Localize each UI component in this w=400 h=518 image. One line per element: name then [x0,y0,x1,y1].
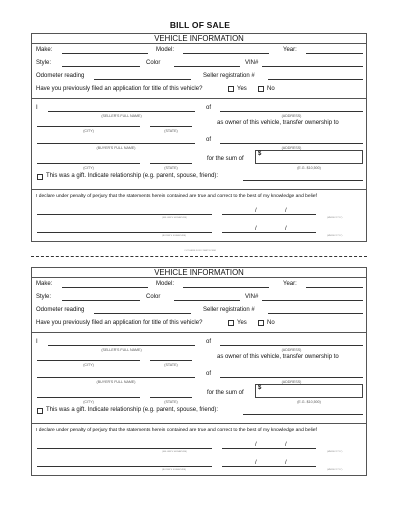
vin-label: VIN# [245,294,259,300]
vin-field[interactable] [262,300,363,301]
date-slash: / [255,208,257,214]
seller-address-caption: (ADDRESS) [281,348,302,352]
no-checkbox[interactable] [258,320,264,326]
make-field[interactable] [62,53,148,54]
vin-field[interactable] [262,66,363,67]
buyer-address-caption: (ADDRESS) [281,146,302,150]
seller-signature-field[interactable] [37,448,212,449]
seller-name-caption: (SELLER'S FULL NAME) [101,114,142,118]
sum-example-caption: (E.G. $10,500) [297,166,321,170]
gift-text: This was a gift. Indicate relationship (e.g. parent, spouse, friend): [46,173,219,179]
buyer-signature-date-field[interactable] [222,232,316,233]
seller-date-caption: (MM/DD/YYYY) [327,451,343,453]
yes-label: Yes [237,86,247,92]
year-field[interactable] [306,53,363,54]
relationship-field[interactable] [243,414,363,415]
date-slash: / [285,208,287,214]
of-label: of [206,339,212,345]
section-divider-1 [31,98,367,99]
buyer-city-caption: (CITY) [83,400,94,404]
buyer-address-field[interactable] [220,143,363,144]
seller-city-caption: (CITY) [83,363,94,367]
style-field[interactable] [62,300,140,301]
previous-filing-question: Have you previously filed an application for title of this vehicle? [36,320,203,326]
vin-label: VIN# [245,60,259,66]
seller-signature-date-field[interactable] [222,214,316,215]
odometer-field[interactable] [94,313,191,314]
seller-address-caption: (ADDRESS) [281,114,302,118]
buyer-city-caption: (CITY) [83,166,94,170]
cut-text: CUT HERE FOR 2 PART FORM [184,250,216,252]
make-field[interactable] [62,287,148,288]
of-label-buyer: of [206,371,212,377]
section-divider-2 [31,189,367,190]
no-label: No [267,320,275,326]
sum-amount-field[interactable] [255,150,363,164]
gift-checkbox[interactable] [37,408,43,414]
seller-address-field[interactable] [220,345,363,346]
buyer-city-field[interactable] [37,163,140,164]
buyer-address-field[interactable] [220,377,363,378]
of-label: of [206,105,212,111]
seller-registration-label: Seller registration # [203,73,255,79]
buyer-signature-field[interactable] [37,232,212,233]
date-slash: / [255,442,257,448]
odometer-field[interactable] [94,79,191,80]
model-field[interactable] [183,287,269,288]
section-divider-1 [31,332,367,333]
buyer-signature-caption: (BUYER'S SIGNATURE) [162,469,187,471]
section-header: VEHICLE INFORMATION [154,34,244,43]
buyer-name-caption: (BUYER'S FULL NAME) [96,380,136,384]
seller-city-caption: (CITY) [83,129,94,133]
odometer-label: Odometer reading [36,307,85,313]
cut-line [31,256,367,257]
gift-checkbox[interactable] [37,174,43,180]
seller-city-field[interactable] [37,126,140,127]
yes-label: Yes [237,320,247,326]
buyer-name-field[interactable] [37,377,195,378]
seller-state-field[interactable] [150,126,192,127]
color-label: Color [146,60,161,66]
seller-signature-caption: (SELLER'S SIGNATURE) [162,217,187,219]
dollar-sign: $ [258,151,262,157]
seller-date-caption: (MM/DD/YYYY) [327,217,343,219]
transfer-ownership-text: as owner of this vehicle, transfer ownership to [217,354,339,360]
of-label-buyer: of [206,137,212,143]
i-label: I [36,339,38,345]
buyer-city-field[interactable] [37,397,140,398]
style-label: Style: [36,294,52,300]
sum-example-caption: (E.G. $10,500) [297,400,321,404]
seller-name-field[interactable] [48,111,195,112]
buyer-signature-field[interactable] [37,466,212,467]
buyer-signature-date-field[interactable] [222,466,316,467]
sum-amount-field[interactable] [255,384,363,398]
document-title: BILL OF SALE [169,20,231,30]
buyer-name-field[interactable] [37,143,195,144]
model-label: Model: [156,281,175,287]
gift-text: This was a gift. Indicate relationship (e.g. parent, spouse, friend): [46,407,219,413]
no-checkbox[interactable] [258,86,264,92]
model-label: Model: [156,47,175,53]
date-slash: / [255,460,257,466]
make-label: Make: [36,47,53,53]
seller-name-caption: (SELLER'S FULL NAME) [101,348,142,352]
buyer-state-caption: (STATE) [164,166,178,170]
buyer-signature-caption: (BUYER'S SIGNATURE) [162,235,187,237]
date-slash: / [285,226,287,232]
seller-city-field[interactable] [37,360,140,361]
previous-filing-question: Have you previously filed an application for title of this vehicle? [36,86,203,92]
date-slash: / [285,442,287,448]
make-label: Make: [36,281,53,287]
sum-label: for the sum of [207,390,244,396]
seller-registration-field[interactable] [268,313,363,314]
transfer-ownership-text: as owner of this vehicle, transfer ownership to [217,120,339,126]
declaration-text: I declare under penalty of perjury that the statements herein contained are true and correct to the best of my knowledge and belief [36,428,317,433]
header-divider [31,277,367,278]
style-label: Style: [36,60,52,66]
seller-name-field[interactable] [48,345,195,346]
year-field[interactable] [306,287,363,288]
date-slash: / [255,226,257,232]
sum-label: for the sum of [207,156,244,162]
seller-signature-date-field[interactable] [222,448,316,449]
section-header: VEHICLE INFORMATION [154,268,244,277]
seller-address-field[interactable] [220,111,363,112]
buyer-address-caption: (ADDRESS) [281,380,302,384]
buyer-date-caption: (MM/DD/YYYY) [327,235,343,237]
relationship-field[interactable] [243,180,363,181]
style-field[interactable] [62,66,140,67]
i-label: I [36,105,38,111]
no-label: No [267,86,275,92]
seller-state-field[interactable] [150,360,192,361]
year-label: Year: [283,47,297,53]
date-slash: / [285,460,287,466]
buyer-name-caption: (BUYER'S FULL NAME) [96,146,136,150]
seller-signature-field[interactable] [37,214,212,215]
seller-state-caption: (STATE) [164,129,178,133]
seller-state-caption: (STATE) [164,363,178,367]
declaration-text: I declare under penalty of perjury that the statements herein contained are true and correct to the best of my knowledge and belief [36,194,317,199]
odometer-label: Odometer reading [36,73,85,79]
yes-checkbox[interactable] [228,86,234,92]
color-field[interactable] [174,300,240,301]
buyer-state-field[interactable] [150,163,192,164]
form-border [31,33,367,242]
seller-registration-label: Seller registration # [203,307,255,313]
yes-checkbox[interactable] [228,320,234,326]
year-label: Year: [283,281,297,287]
buyer-state-field[interactable] [150,397,192,398]
seller-signature-caption: (SELLER'S SIGNATURE) [162,451,187,453]
dollar-sign: $ [258,385,262,391]
section-divider-2 [31,423,367,424]
model-field[interactable] [183,53,269,54]
color-field[interactable] [174,66,240,67]
buyer-state-caption: (STATE) [164,400,178,404]
header-divider [31,43,367,44]
form-border [31,267,367,476]
buyer-date-caption: (MM/DD/YYYY) [327,469,343,471]
seller-registration-field[interactable] [268,79,363,80]
color-label: Color [146,294,161,300]
